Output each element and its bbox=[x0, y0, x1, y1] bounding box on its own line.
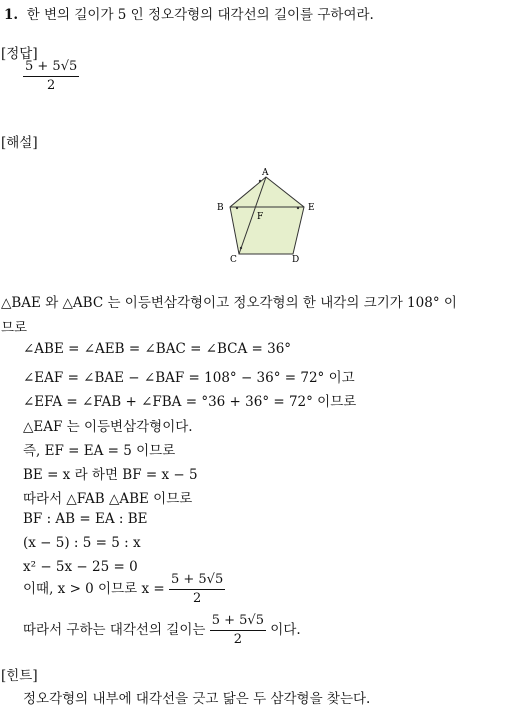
answer-label: [정답] bbox=[1, 46, 38, 62]
derivation-line: △EAF 는 이등변삼각형이다. bbox=[23, 419, 193, 435]
problem-text: 한 변의 길이가 5 인 정오각형의 대각선의 길이를 구하여라. bbox=[26, 7, 374, 23]
explanation-label: [해설] bbox=[1, 135, 38, 151]
answer-numerator: 5 + 5√5 bbox=[23, 60, 79, 77]
derivation-line: BF : AB = EA : BE bbox=[23, 511, 148, 527]
derivation-line: (x − 5) : 5 = 5 : x bbox=[23, 535, 141, 551]
final-numerator: 5 + 5√5 bbox=[210, 614, 266, 631]
derivation-line: x² − 5x − 25 = 0 bbox=[23, 559, 138, 575]
label-d: D bbox=[292, 255, 300, 265]
intro-line-1: △BAE 와 △ABC 는 이등변삼각형이고 정오각형의 한 내각의 크기가 108° 이 bbox=[1, 295, 457, 311]
angle-mark-c bbox=[240, 247, 242, 249]
derivation-line: 따라서 △FAB △ABE 이므로 bbox=[23, 491, 193, 507]
derivation-line: ∠EAF = ∠BAE − ∠BAF = 108° − 36° = 72° 이고 bbox=[23, 370, 355, 386]
since-text: 이때, x > 0 이므로 x = bbox=[23, 581, 165, 597]
final-suffix: 이다. bbox=[270, 622, 301, 638]
angle-mark-e bbox=[297, 207, 299, 209]
since-line bbox=[23, 573, 225, 606]
since-numerator: 5 + 5√5 bbox=[169, 573, 225, 590]
angle-mark-a bbox=[259, 180, 261, 182]
label-e: E bbox=[308, 203, 315, 213]
final-denominator: 2 bbox=[233, 632, 242, 647]
answer-denominator: 2 bbox=[46, 78, 56, 93]
pentagon-shape bbox=[230, 177, 304, 254]
derivation-line: 즉, EF = EA = 5 이므로 bbox=[23, 443, 176, 459]
intro-line-2: 므로 bbox=[1, 320, 28, 336]
since-denominator: 2 bbox=[192, 591, 202, 606]
problem-number: 1. bbox=[4, 7, 19, 23]
hint-text: 정오각형의 내부에 대각선을 긋고 닮은 두 삼각형을 찾는다. bbox=[23, 691, 371, 707]
label-b: B bbox=[217, 203, 224, 213]
derivation-line: ∠ABE = ∠AEB = ∠BAC = ∠BCA = 36° bbox=[23, 341, 292, 357]
derivation-line: ∠EFA = ∠FAB + ∠FBA = °36 + 36° = 72° 이므로 bbox=[23, 394, 357, 410]
problem-statement bbox=[4, 3, 374, 23]
label-a: A bbox=[262, 168, 269, 178]
label-c: C bbox=[230, 255, 237, 265]
derivation-line: BE = x 라 하면 BF = x − 5 bbox=[23, 467, 198, 483]
final-text: 따라서 구하는 대각선의 길이는 bbox=[23, 622, 206, 638]
answer-fraction bbox=[23, 60, 79, 93]
hint-label: [힌트] bbox=[1, 668, 38, 684]
final-line bbox=[23, 614, 301, 647]
angle-mark-b bbox=[236, 207, 238, 209]
label-f: F bbox=[257, 212, 264, 222]
pentagon-figure bbox=[210, 163, 325, 265]
